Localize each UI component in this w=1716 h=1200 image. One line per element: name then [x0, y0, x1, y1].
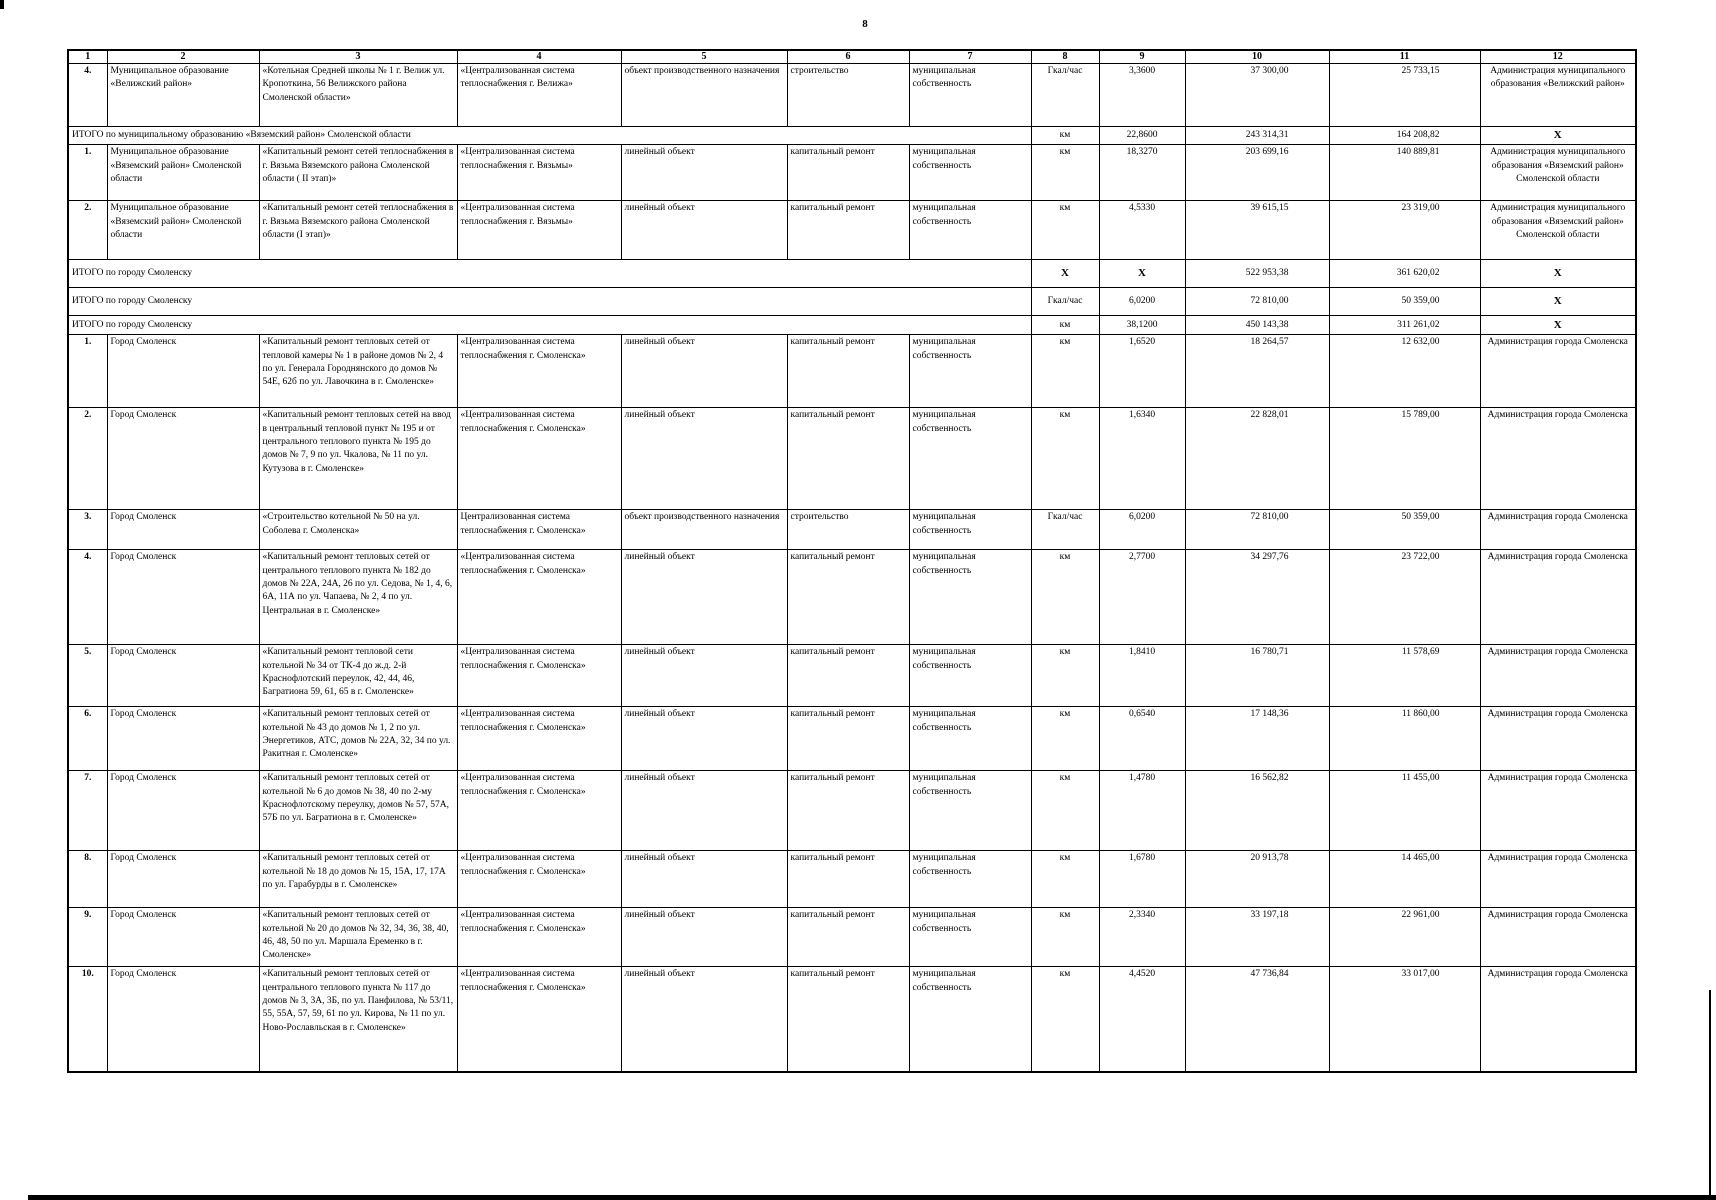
municipality-cell: Город Смоленск	[107, 335, 259, 408]
total-row	[68, 288, 1636, 316]
column-header: 8	[1031, 50, 1099, 64]
total-admin: Х	[1480, 288, 1636, 316]
unit-cell: км	[1031, 550, 1099, 645]
row-number: 9.	[68, 908, 107, 967]
municipality-cell: Город Смоленск	[107, 967, 259, 1072]
row-number: 5.	[68, 645, 107, 707]
unit-cell: км	[1031, 851, 1099, 908]
unit-cell: Гкал/час	[1031, 64, 1099, 127]
object-name-cell: «Капитальный ремонт тепловых сетей на ввод в центральный тепловой пункт № 195 и от центрального теплового пункта № 195 до домов № 7, 9 по ул. Чкалова, № 11 по ул. Кутузова в г. Смоленске»	[259, 408, 457, 510]
quantity-cell: 1,6520	[1099, 335, 1185, 408]
total-cost-cell: 203 699,16	[1185, 145, 1329, 201]
object-name-cell: «Капитальный ремонт тепловых сетей от котельной № 20 до домов № 32, 34, 36, 38, 40, 46, 48, 50 по ул. Маршала Еременко в г. Смоленске»	[259, 908, 457, 967]
budget-cell: 15 789,00	[1329, 408, 1480, 510]
unit-cell: км	[1031, 707, 1099, 771]
object-type-cell: линейный объект	[621, 908, 787, 967]
total-budget: 164 208,82	[1329, 127, 1480, 145]
object-type-cell: линейный объект	[621, 851, 787, 908]
total-cost: 72 810,00	[1185, 288, 1329, 316]
ownership-cell: муниципальная собственность	[909, 908, 1031, 967]
table-row	[68, 707, 1636, 771]
quantity-cell: 0,6540	[1099, 707, 1185, 771]
total-budget: 311 261,02	[1329, 316, 1480, 335]
total-cost-cell: 22 828,01	[1185, 408, 1329, 510]
administrator-cell: Администрация города Смоленска	[1480, 967, 1636, 1072]
heat-system-cell: «Централизованная система теплоснабжения г. Смоленска»	[457, 550, 621, 645]
total-cost: 243 314,31	[1185, 127, 1329, 145]
table-row	[68, 771, 1636, 851]
budget-cell: 25 733,15	[1329, 64, 1480, 127]
work-type-cell: капитальный ремонт	[787, 771, 909, 851]
budget-cell: 11 860,00	[1329, 707, 1480, 771]
administrator-cell: Администрация города Смоленска	[1480, 771, 1636, 851]
unit-cell: км	[1031, 645, 1099, 707]
total-label: ИТОГО по муниципальному образованию «Вяземский район» Смоленской области	[68, 127, 1031, 145]
object-name-cell: «Капитальный ремонт тепловых сетей от котельной № 43 до домов № 1, 2 по ул. Энергетиков, АТС, домов № 22А, 32, 34 по ул. Ракитная г. Смоленске»	[259, 707, 457, 771]
budget-cell: 23 319,00	[1329, 201, 1480, 260]
heat-system-cell: «Централизованная система теплоснабжения г. Смоленска»	[457, 707, 621, 771]
total-quantity: Х	[1099, 260, 1185, 288]
object-name-cell: «Строительство котельной № 50 на ул. Соболева г. Смоленска»	[259, 510, 457, 550]
work-type-cell: капитальный ремонт	[787, 335, 909, 408]
ownership-cell: муниципальная собственность	[909, 967, 1031, 1072]
administrator-cell: Администрация города Смоленска	[1480, 851, 1636, 908]
total-quantity: 38,1200	[1099, 316, 1185, 335]
row-number: 3.	[68, 510, 107, 550]
table-row	[68, 510, 1636, 550]
row-number: 2.	[68, 408, 107, 510]
column-header: 5	[621, 50, 787, 64]
unit-cell: км	[1031, 335, 1099, 408]
document-sheet	[67, 49, 1635, 1073]
unit-cell: км	[1031, 908, 1099, 967]
page-number: 8	[862, 18, 868, 30]
object-name-cell: «Капитальный ремонт тепловых сетей от котельной № 6 до домов № 38, 40 по 2-му Краснофлотскому переулку, домов № 57, 57А, 57Б по ул. Багратиона в г. Смоленске»	[259, 771, 457, 851]
municipality-cell: Город Смоленск	[107, 908, 259, 967]
municipality-cell: Город Смоленск	[107, 707, 259, 771]
row-number: 8.	[68, 851, 107, 908]
total-cost: 522 953,38	[1185, 260, 1329, 288]
object-name-cell: «Капитальный ремонт тепловых сетей от тепловой камеры № 1 в районе домов № 2, 4 по ул. Генерала Городнянского до домов № 54Е, 62б по ул. Лавочкина в г. Смоленске»	[259, 335, 457, 408]
work-type-cell: капитальный ремонт	[787, 145, 909, 201]
administrator-cell: Администрация города Смоленска	[1480, 707, 1636, 771]
heat-system-cell: «Централизованная система теплоснабжения г. Смоленска»	[457, 408, 621, 510]
ownership-cell: муниципальная собственность	[909, 707, 1031, 771]
budget-cell: 50 359,00	[1329, 510, 1480, 550]
object-type-cell: линейный объект	[621, 335, 787, 408]
column-header: 2	[107, 50, 259, 64]
total-label: ИТОГО по городу Смоленску	[68, 288, 1031, 316]
total-cost: 450 143,38	[1185, 316, 1329, 335]
table-row	[68, 408, 1636, 510]
column-header: 10	[1185, 50, 1329, 64]
column-header: 3	[259, 50, 457, 64]
administrator-cell: Администрация муниципального образования «Вяземский район» Смоленской области	[1480, 201, 1636, 260]
total-cost-cell: 72 810,00	[1185, 510, 1329, 550]
heat-system-cell: «Централизованная система теплоснабжения г. Велижа»	[457, 64, 621, 127]
municipality-cell: Город Смоленск	[107, 771, 259, 851]
total-cost-cell: 37 300,00	[1185, 64, 1329, 127]
ownership-cell: муниципальная собственность	[909, 510, 1031, 550]
municipality-cell: Город Смоленск	[107, 408, 259, 510]
municipality-cell: Город Смоленск	[107, 550, 259, 645]
table-row	[68, 967, 1636, 1072]
total-cost-cell: 34 297,76	[1185, 550, 1329, 645]
quantity-cell: 18,3270	[1099, 145, 1185, 201]
column-header: 6	[787, 50, 909, 64]
municipality-cell: Муниципальное образование «Вяземский район» Смоленской области	[107, 145, 259, 201]
total-cost-cell: 33 197,18	[1185, 908, 1329, 967]
work-type-cell: капитальный ремонт	[787, 550, 909, 645]
object-type-cell: линейный объект	[621, 201, 787, 260]
ownership-cell: муниципальная собственность	[909, 645, 1031, 707]
total-admin: Х	[1480, 260, 1636, 288]
object-name-cell: «Котельная Средней школы № 1 г. Велиж ул. Кропоткина, 56 Велижского района Смоленской области»	[259, 64, 457, 127]
ownership-cell: муниципальная собственность	[909, 145, 1031, 201]
work-type-cell: капитальный ремонт	[787, 707, 909, 771]
total-row	[68, 260, 1636, 288]
row-number: 7.	[68, 771, 107, 851]
work-type-cell: строительство	[787, 510, 909, 550]
unit-cell: км	[1031, 201, 1099, 260]
budget-cell: 33 017,00	[1329, 967, 1480, 1072]
work-type-cell: капитальный ремонт	[787, 967, 909, 1072]
total-row	[68, 127, 1636, 145]
quantity-cell: 4,4520	[1099, 967, 1185, 1072]
total-cost-cell: 47 736,84	[1185, 967, 1329, 1072]
total-unit: Х	[1031, 260, 1099, 288]
column-header: 9	[1099, 50, 1185, 64]
municipality-cell: Город Смоленск	[107, 510, 259, 550]
ownership-cell: муниципальная собственность	[909, 408, 1031, 510]
object-type-cell: линейный объект	[621, 967, 787, 1072]
object-type-cell: линейный объект	[621, 408, 787, 510]
row-number: 10.	[68, 967, 107, 1072]
unit-cell: км	[1031, 967, 1099, 1072]
table-row	[68, 908, 1636, 967]
scan-bottom-edge	[28, 1195, 1716, 1200]
total-cost-cell: 39 615,15	[1185, 201, 1329, 260]
scan-corner-mark	[0, 0, 4, 9]
ownership-cell: муниципальная собственность	[909, 201, 1031, 260]
column-header: 12	[1480, 50, 1636, 64]
table-row	[68, 201, 1636, 260]
unit-cell: км	[1031, 145, 1099, 201]
object-type-cell: линейный объект	[621, 645, 787, 707]
object-type-cell: линейный объект	[621, 550, 787, 645]
heat-system-cell: Централизованная система теплоснабжения г. Смоленска»	[457, 510, 621, 550]
quantity-cell: 1,6340	[1099, 408, 1185, 510]
table-row	[68, 145, 1636, 201]
quantity-cell: 1,4780	[1099, 771, 1185, 851]
row-number: 2.	[68, 201, 107, 260]
object-name-cell: «Капитальный ремонт тепловых сетей от котельной № 18 до домов № 15, 15А, 17, 17А по ул. Гарабурды в г. Смоленске»	[259, 851, 457, 908]
object-type-cell: объект производственного назначения	[621, 510, 787, 550]
quantity-cell: 4,5330	[1099, 201, 1185, 260]
total-row	[68, 316, 1636, 335]
table-row	[68, 335, 1636, 408]
administrator-cell: Администрация муниципального образования «Вяземский район» Смоленской области	[1480, 145, 1636, 201]
row-number: 6.	[68, 707, 107, 771]
total-admin: Х	[1480, 316, 1636, 335]
budget-cell: 12 632,00	[1329, 335, 1480, 408]
row-number: 1.	[68, 145, 107, 201]
unit-cell: Гкал/час	[1031, 510, 1099, 550]
object-name-cell: «Капитальный ремонт тепловых сетей от центрального теплового пункта № 117 до домов № 3, 3А, 3Б, по ул. Панфилова, № 53/11, 55, 55А, 57, 59, 61 по ул. Кирова, № 11 по ул. Ново-Рославльская в г. Смоленске»	[259, 967, 457, 1072]
total-cost-cell: 17 148,36	[1185, 707, 1329, 771]
quantity-cell: 1,8410	[1099, 645, 1185, 707]
municipality-cell: Муниципальное образование «Велижский район»	[107, 64, 259, 127]
administrator-cell: Администрация города Смоленска	[1480, 335, 1636, 408]
object-type-cell: линейный объект	[621, 145, 787, 201]
table-row	[68, 550, 1636, 645]
budget-cell: 14 465,00	[1329, 851, 1480, 908]
table-row	[68, 64, 1636, 127]
unit-cell: км	[1031, 408, 1099, 510]
column-header: 4	[457, 50, 621, 64]
administrator-cell: Администрация города Смоленска	[1480, 645, 1636, 707]
ownership-cell: муниципальная собственность	[909, 550, 1031, 645]
quantity-cell: 2,7700	[1099, 550, 1185, 645]
quantity-cell: 2,3340	[1099, 908, 1185, 967]
heat-system-cell: «Централизованная система теплоснабжения г. Смоленска»	[457, 908, 621, 967]
scan-edge-line	[1709, 990, 1711, 1200]
municipality-cell: Муниципальное образование «Вяземский район» Смоленской области	[107, 201, 259, 260]
ownership-cell: муниципальная собственность	[909, 335, 1031, 408]
table-row	[68, 851, 1636, 908]
heat-system-cell: «Централизованная система теплоснабжения г. Смоленска»	[457, 645, 621, 707]
administrator-cell: Администрация города Смоленска	[1480, 908, 1636, 967]
quantity-cell: 6,0200	[1099, 510, 1185, 550]
budget-cell: 140 889,81	[1329, 145, 1480, 201]
budget-cell: 11 455,00	[1329, 771, 1480, 851]
column-header: 1	[68, 50, 107, 64]
budget-cell: 23 722,00	[1329, 550, 1480, 645]
total-budget: 50 359,00	[1329, 288, 1480, 316]
unit-cell: км	[1031, 771, 1099, 851]
work-type-cell: капитальный ремонт	[787, 908, 909, 967]
table-row	[68, 645, 1636, 707]
total-unit: км	[1031, 316, 1099, 335]
object-name-cell: «Капитальный ремонт сетей теплоснабжения в г. Вязьма Вяземского района Смоленской области ( II этап)»	[259, 145, 457, 201]
row-number: 4.	[68, 550, 107, 645]
object-type-cell: объект производственного назначения	[621, 64, 787, 127]
municipality-cell: Город Смоленск	[107, 851, 259, 908]
budget-cell: 11 578,69	[1329, 645, 1480, 707]
ownership-cell: муниципальная собственность	[909, 64, 1031, 127]
heat-supply-table	[67, 49, 1637, 1073]
administrator-cell: Администрация муниципального образования «Велижский район»	[1480, 64, 1636, 127]
work-type-cell: капитальный ремонт	[787, 645, 909, 707]
total-cost-cell: 16 562,82	[1185, 771, 1329, 851]
heat-system-cell: «Централизованная система теплоснабжения г. Вязьмы»	[457, 201, 621, 260]
total-cost-cell: 16 780,71	[1185, 645, 1329, 707]
work-type-cell: строительство	[787, 64, 909, 127]
total-quantity: 22,8600	[1099, 127, 1185, 145]
total-unit: Гкал/час	[1031, 288, 1099, 316]
total-quantity: 6,0200	[1099, 288, 1185, 316]
municipality-cell: Город Смоленск	[107, 645, 259, 707]
quantity-cell: 1,6780	[1099, 851, 1185, 908]
table-body	[68, 64, 1636, 1072]
total-cost-cell: 20 913,78	[1185, 851, 1329, 908]
total-label: ИТОГО по городу Смоленску	[68, 260, 1031, 288]
total-cost-cell: 18 264,57	[1185, 335, 1329, 408]
object-name-cell: «Капитальный ремонт тепловой сети котельной № 34 от ТК-4 до ж.д. 2-й Краснофлотский переулок, 42, 44, 46, Багратиона 59, 61, 65 в г. Смоленске»	[259, 645, 457, 707]
row-number: 4.	[68, 64, 107, 127]
administrator-cell: Администрация города Смоленска	[1480, 408, 1636, 510]
work-type-cell: капитальный ремонт	[787, 851, 909, 908]
column-header: 11	[1329, 50, 1480, 64]
object-name-cell: «Капитальный ремонт сетей теплоснабжения в г. Вязьма Вяземского района Смоленской области (I этап)»	[259, 201, 457, 260]
administrator-cell: Администрация города Смоленска	[1480, 550, 1636, 645]
quantity-cell: 3,3600	[1099, 64, 1185, 127]
column-number-row	[68, 50, 1636, 64]
row-number: 1.	[68, 335, 107, 408]
object-type-cell: линейный объект	[621, 707, 787, 771]
ownership-cell: муниципальная собственность	[909, 771, 1031, 851]
work-type-cell: капитальный ремонт	[787, 408, 909, 510]
administrator-cell: Администрация города Смоленска	[1480, 510, 1636, 550]
total-admin: Х	[1480, 127, 1636, 145]
total-label: ИТОГО по городу Смоленску	[68, 316, 1031, 335]
heat-system-cell: «Централизованная система теплоснабжения г. Смоленска»	[457, 335, 621, 408]
total-unit: км	[1031, 127, 1099, 145]
ownership-cell: муниципальная собственность	[909, 851, 1031, 908]
budget-cell: 22 961,00	[1329, 908, 1480, 967]
heat-system-cell: «Централизованная система теплоснабжения г. Вязьмы»	[457, 145, 621, 201]
object-type-cell: линейный объект	[621, 771, 787, 851]
heat-system-cell: «Централизованная система теплоснабжения г. Смоленска»	[457, 967, 621, 1072]
heat-system-cell: «Централизованная система теплоснабжения г. Смоленска»	[457, 771, 621, 851]
work-type-cell: капитальный ремонт	[787, 201, 909, 260]
total-budget: 361 620,02	[1329, 260, 1480, 288]
column-header: 7	[909, 50, 1031, 64]
heat-system-cell: «Централизованная система теплоснабжения г. Смоленска»	[457, 851, 621, 908]
object-name-cell: «Капитальный ремонт тепловых сетей от центрального теплового пункта № 182 до домов № 22А, 24А, 26 по ул. Седова, № 1, 4, 6, 6А, 11А по ул. Чапаева, № 2, 4 по ул. Центральная в г. Смоленске»	[259, 550, 457, 645]
